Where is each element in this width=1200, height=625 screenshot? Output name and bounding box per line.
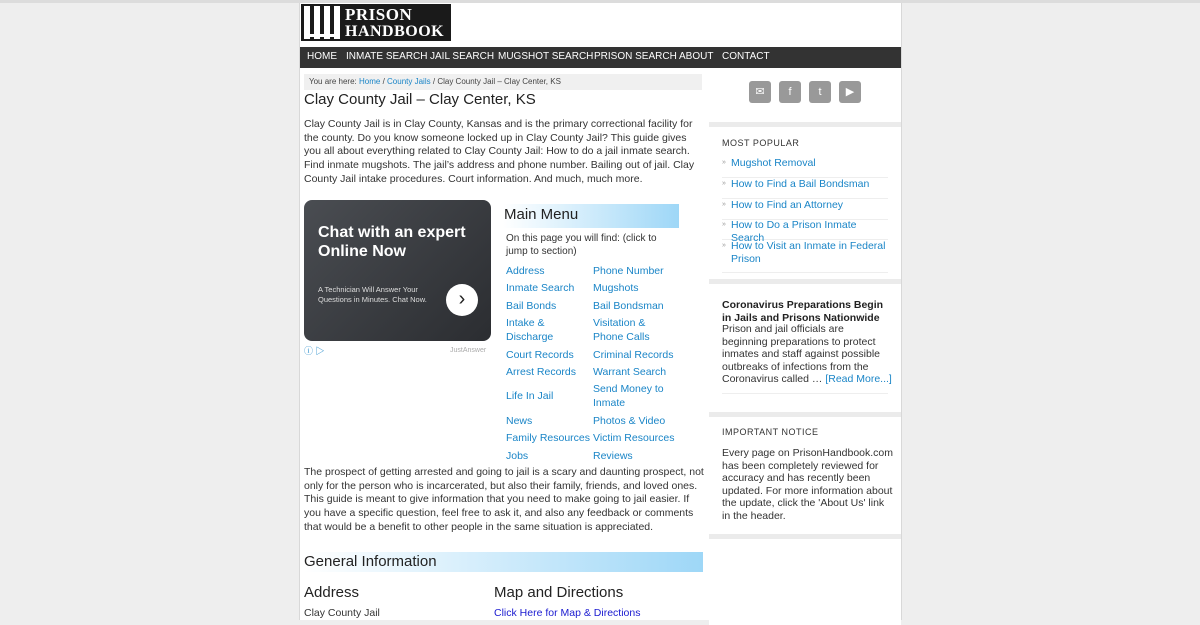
- social-box: [709, 68, 901, 118]
- menu-link-life-in-jail[interactable]: Life In Jail: [506, 390, 554, 402]
- menu-link-phone-number[interactable]: Phone Number: [593, 265, 664, 277]
- chat-ad[interactable]: [304, 200, 491, 341]
- ad-brand: JustAnswer: [450, 347, 487, 354]
- breadcrumb-sep: /: [382, 77, 385, 86]
- nav-inmate-search[interactable]: INMATE SEARCH: [346, 51, 428, 62]
- sidebar: [709, 68, 901, 620]
- menu-link-news[interactable]: News: [506, 415, 533, 427]
- main-menu-title: Main Menu: [504, 206, 579, 223]
- main-menu-intro: On this page you will find: (click to jump to section): [506, 233, 657, 257]
- email-icon[interactable]: ✉: [749, 81, 771, 103]
- prospect-paragraph: The prospect of getting arrested and going to jail is a scary and daunting prospect, not only for the person who is incarcerated, but also their family, friends, and loved ones. This guide is meant to give information that you need to make going to jail easier. If you have a specific question, feel free to ask it, and also any feedback or comments that would be a benefit to other people in the same situation is appreciated.: [304, 466, 704, 533]
- ad-headline: Chat with an expert Online Now: [318, 224, 466, 260]
- menu-link-address[interactable]: Address: [506, 265, 545, 277]
- popular-item[interactable]: » How to Find a Bail Bondsman: [722, 178, 888, 199]
- menu-link-arrest-records[interactable]: Arrest Records: [506, 366, 577, 378]
- most-popular-box: [709, 122, 901, 279]
- menu-link-photos-video[interactable]: Photos & Video: [593, 415, 666, 427]
- news-box: [709, 279, 901, 412]
- menu-link-inmate-search[interactable]: Inmate Search: [506, 282, 575, 294]
- menu-link-intake-discharge[interactable]: Intake & Discharge: [506, 317, 554, 343]
- menu-link-mugshots[interactable]: Mugshots: [593, 282, 639, 294]
- address-heading: Address: [304, 584, 360, 601]
- news-body: Prison and jail officials are beginning preparations to protect inmates and staff against possible outbreaks of infections from the Coronavirus called … [Read More...]: [722, 323, 892, 385]
- menu-link-bail-bonds[interactable]: Bail Bonds: [506, 300, 557, 312]
- site-logo[interactable]: [301, 4, 451, 41]
- chevron-right-icon[interactable]: ›: [446, 284, 478, 316]
- popular-item[interactable]: » How to Visit an Inmate in Federal Prison: [722, 240, 888, 273]
- logo-line2: HANDBOOK: [345, 23, 445, 40]
- notice-box: [709, 412, 901, 534]
- empty-box: [709, 534, 901, 625]
- map-heading: Map and Directions: [494, 584, 624, 601]
- chevron-right-icon: »: [722, 221, 726, 228]
- nav-about[interactable]: ABOUT: [679, 51, 714, 62]
- page-title: Clay County Jail – Clay Center, KS: [304, 91, 536, 108]
- divider: [722, 393, 888, 394]
- breadcrumb-current: Clay County Jail – Clay Center, KS: [437, 77, 561, 86]
- breadcrumb-sep: /: [432, 77, 436, 86]
- chevron-right-icon: »: [722, 180, 726, 187]
- menu-link-jobs[interactable]: Jobs: [506, 450, 529, 462]
- popular-item[interactable]: » How to Do a Prison Inmate Search: [722, 219, 888, 240]
- popular-item[interactable]: » Mugshot Removal: [722, 157, 888, 178]
- most-popular-title: MOST POPULAR: [722, 138, 800, 148]
- menu-link-court-records[interactable]: Court Records: [506, 349, 574, 361]
- breadcrumb-county-jails[interactable]: County Jails: [387, 77, 431, 86]
- chevron-right-icon: »: [722, 201, 726, 208]
- map-link[interactable]: Click Here for Map & Directions: [494, 607, 641, 619]
- breadcrumb: [304, 74, 702, 90]
- ad-info-icon[interactable]: ⓘ ▷: [304, 346, 325, 356]
- popular-item[interactable]: » How to Find an Attorney: [722, 199, 888, 220]
- main-nav: [300, 47, 901, 68]
- menu-link-bail-bondsman[interactable]: Bail Bondsman: [593, 300, 664, 312]
- breadcrumb-home[interactable]: Home: [358, 77, 381, 86]
- chevron-right-icon: »: [722, 159, 726, 166]
- menu-link-reviews[interactable]: Reviews: [593, 450, 633, 462]
- menu-link-send-money[interactable]: Send Money to Inmate: [593, 383, 664, 409]
- read-more-link[interactable]: [Read More...]: [825, 373, 892, 385]
- menu-link-family-resources[interactable]: Family Resources: [506, 432, 591, 444]
- nav-home[interactable]: HOME: [307, 51, 337, 62]
- nav-contact[interactable]: CONTACT: [722, 51, 770, 62]
- general-info-title: General Information: [304, 553, 437, 570]
- ad-subtext: A Technician Will Answer Your Questions in Minutes. Chat Now.: [318, 285, 427, 304]
- facebook-icon[interactable]: f: [779, 81, 801, 103]
- prison-bars-icon: [304, 6, 340, 39]
- menu-link-warrant-search[interactable]: Warrant Search: [593, 366, 667, 378]
- nav-prison-search[interactable]: PRISON SEARCH: [594, 51, 677, 62]
- main-menu-heading: [503, 204, 679, 228]
- menu-link-victim-resources[interactable]: Victim Resources: [593, 432, 675, 444]
- menu-link-visitation-phone-calls[interactable]: Visitation & Phone Calls: [593, 317, 650, 343]
- menu-link-criminal-records[interactable]: Criminal Records: [593, 349, 674, 361]
- general-info-heading: [304, 552, 703, 572]
- address-line: Clay County Jail: [304, 607, 380, 619]
- main-content: [300, 68, 706, 620]
- page-wrapper: [299, 3, 902, 620]
- youtube-icon[interactable]: ▶: [839, 81, 861, 103]
- news-title[interactable]: Coronavirus Preparations Begin in Jails and Prisons Nationwide: [722, 299, 884, 324]
- logo-line1: PRISON: [345, 5, 413, 24]
- chevron-right-icon: »: [722, 242, 726, 249]
- intro-paragraph: Clay County Jail is in Clay County, Kansas and is the primary correctional facility for the county. Do you know someone locked up in Clay County Jail? This guide gives you all about everything related to Clay County Jail: How to do a jail inmate search. Find inmate mugshots. The jail’s address and phone number. Bailing out of jail. Clay County Jail intake procedures. Court information. And much, much more.: [304, 118, 695, 185]
- nav-jail-search[interactable]: JAIL SEARCH: [430, 51, 495, 62]
- notice-body: Every page on PrisonHandbook.com has been completely reviewed for accuracy and has recently been updated. For more information about the update, click the 'About Us' link in the header.: [722, 447, 894, 522]
- breadcrumb-prefix: You are here:: [309, 77, 357, 86]
- notice-title: IMPORTANT NOTICE: [722, 427, 819, 437]
- twitter-icon[interactable]: t: [809, 81, 831, 103]
- nav-mugshot-search[interactable]: MUGSHOT SEARCH: [498, 51, 594, 62]
